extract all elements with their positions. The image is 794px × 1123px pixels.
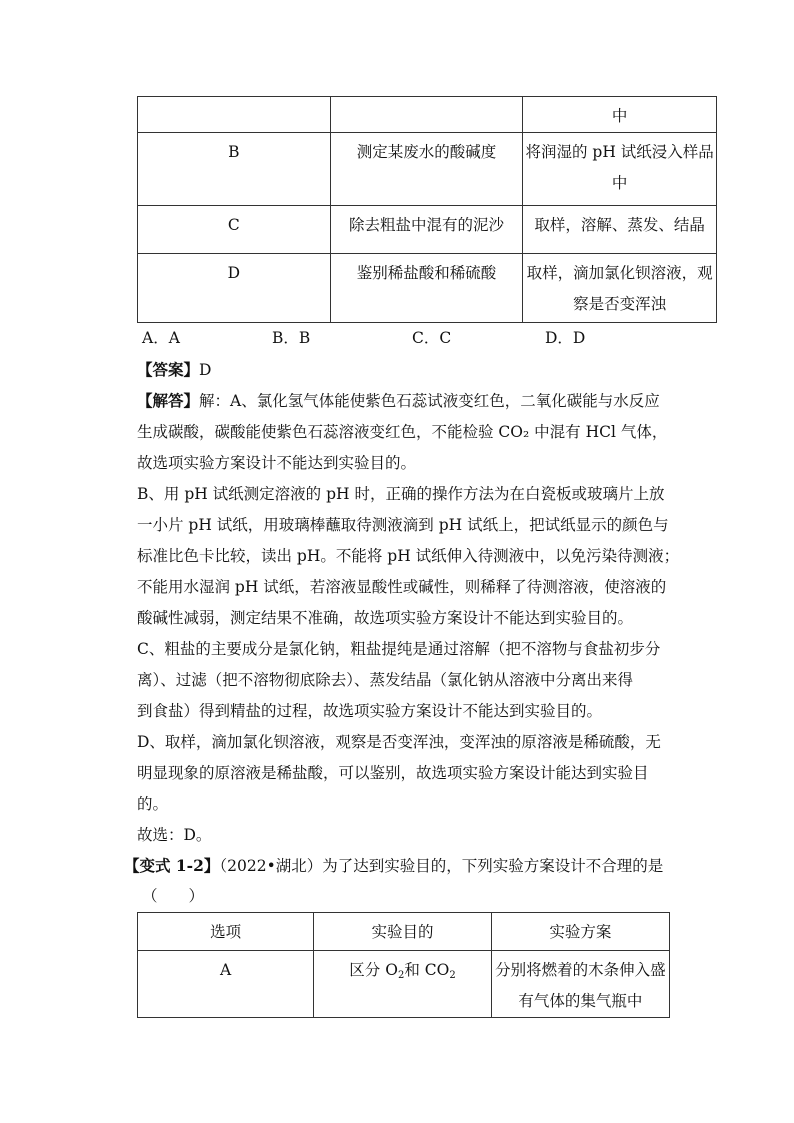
header-purpose: 实验目的 [314, 913, 491, 951]
table-cell-purpose [330, 97, 523, 133]
analysis-line: 标准比色卡比较，读出 pH。不能将 pH 试纸伸入待测液中，以免污染待测液； [137, 547, 680, 565]
conclusion-line: 故选：D。 [137, 826, 212, 844]
variant-question [124, 856, 663, 876]
table-cell-option: A [138, 951, 314, 1018]
table-cell-plan: 中 [523, 97, 717, 133]
analysis-line: B、用 pH 试纸测定溶液的 pH 时，正确的操作方法为在白瓷板或玻璃片上放 [137, 485, 665, 503]
table-cell-purpose: 区分 $O_2$和 $CO_2$ [314, 951, 491, 1018]
table-row [138, 254, 717, 323]
table-cell-option [138, 97, 331, 133]
answer-value: D [199, 361, 212, 379]
choice-b: B．B [272, 329, 311, 347]
analysis-label: 【解答】 [137, 391, 200, 410]
variant-label: 【变式 1-2】 [124, 856, 220, 875]
header-plan: 实验方案 [491, 913, 669, 951]
table-row [138, 133, 717, 206]
table-header-row [138, 913, 670, 951]
analysis-line: 生成碳酸，碳酸能使紫色石蕊溶液变红色，不能检验 CO₂ 中混有 HCl 气体， [137, 423, 668, 441]
header-option: 选项 [138, 913, 314, 951]
table-row [138, 97, 717, 133]
choice-d: D．D [545, 329, 586, 347]
table-cell-plan: 取样，滴加氯化钡溶液，观察是否变浑浊 [523, 254, 717, 323]
table-cell-purpose: 除去粗盐中混有的泥沙 [330, 206, 523, 254]
experiment-table-continued [137, 96, 717, 323]
answer-blank: （ ） [142, 887, 205, 905]
table-cell-purpose: 鉴别稀盐酸和稀硫酸 [330, 254, 523, 323]
table-cell-plan: 分别将燃着的木条伸入盛有气体的集气瓶中 [491, 951, 669, 1018]
analysis-line: 酸碱性减弱，测定结果不准确，故选项实验方案设计不能达到实验目的。 [137, 609, 634, 627]
analysis-line: 的。 [137, 795, 169, 813]
table-cell-option: D [138, 254, 331, 323]
table-cell-plan: 取样，溶解、蒸发、结晶 [523, 206, 717, 254]
analysis-line: C、粗盐的主要成分是氯化钠，粗盐提纯是通过溶解（把不溶物与食盐初步分 [137, 640, 661, 658]
analysis-line: 故选项实验方案设计不能达到实验目的。 [137, 454, 417, 472]
experiment-table [137, 912, 670, 1018]
analysis-line: 到食盐）得到精盐的过程，故选项实验方案设计不能达到实验目的。 [137, 702, 603, 720]
table-cell-option: C [138, 206, 331, 254]
answer-label: 【答案】 [137, 360, 200, 379]
variant-text: （2022•湖北）为了达到实验目的，下列实验方案设计不合理的是 [219, 857, 664, 875]
analysis-line: 【解答】解：A、氯化氢气体能使紫色石蕊试液变红色，二氧化碳能与水反应 [137, 391, 660, 410]
analysis-line: 明显现象的原溶液是稀盐酸，可以鉴别，故选项实验方案设计能达到实验目 [137, 764, 649, 782]
table-row [138, 951, 670, 1018]
table-cell-plan: 将润湿的 pH 试纸浸入样品中 [523, 133, 717, 206]
analysis-line: 一小片 pH 试纸，用玻璃棒蘸取待测液滴到 pH 试纸上，把试纸显示的颜色与 [137, 516, 669, 534]
analysis-line: 不能用水湿润 pH 试纸，若溶液显酸性或碱性，则稀释了待测溶液，使溶液的 [137, 578, 667, 596]
choice-c: C．C [412, 329, 452, 347]
table-cell-option: B [138, 133, 331, 206]
analysis-line: 离）、过滤（把不溶物彻底除去）、蒸发结晶（氯化钠从溶液中分离出来得 [137, 671, 634, 689]
choice-a: A．A [142, 329, 180, 347]
table-row [138, 206, 717, 254]
analysis-line: D、取样，滴加氯化钡溶液，观察是否变浑浊，变浑浊的原溶液是稀硫酸，无 [137, 733, 661, 751]
table-cell-purpose: 测定某废水的酸碱度 [330, 133, 523, 206]
answer-line [137, 360, 211, 380]
